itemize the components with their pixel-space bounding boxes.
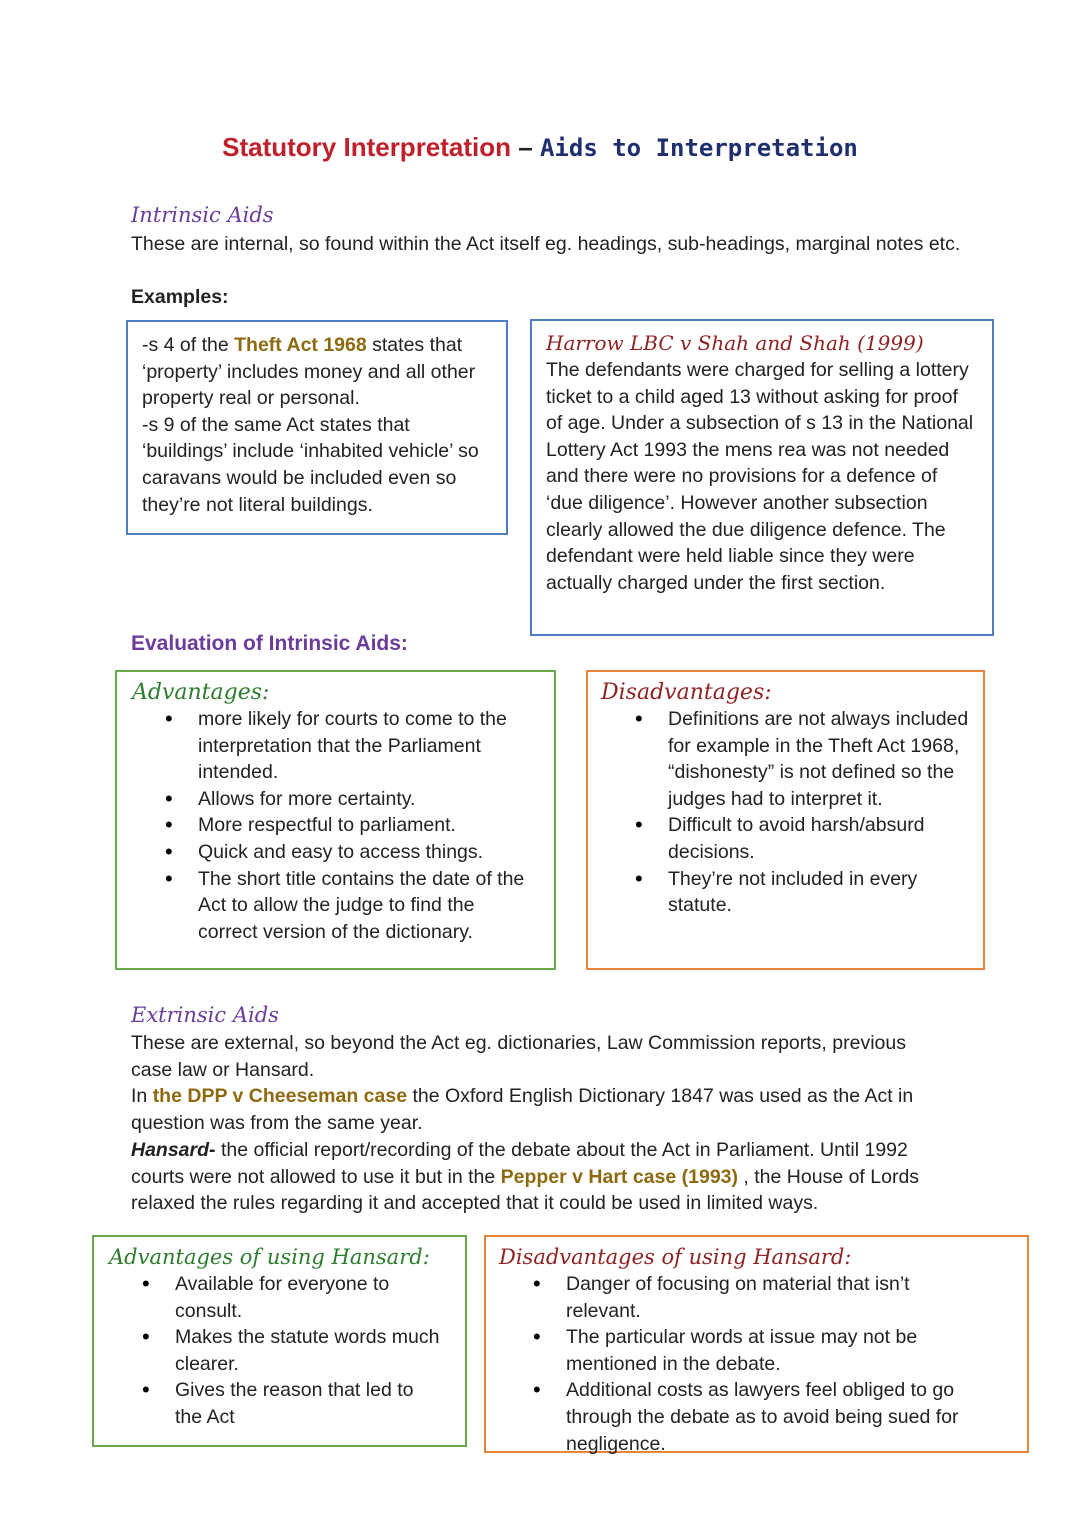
intrinsic-text: These are internal, so found within the Act itself eg. headings, sub-headings, marginal notes etc. — [131, 233, 961, 255]
intrinsic-disadvantages-box — [586, 670, 985, 970]
list-item: • more likely for courts to come to the interpretation that the Parliament intended. — [163, 706, 538, 786]
title-dash: – — [511, 132, 540, 162]
hansard-label: Hansard- — [131, 1139, 216, 1161]
list-item: • Allows for more certainty. — [163, 786, 538, 813]
list-item: • Definitions are not always included for example in the Theft Act 1968, “dishonesty” is not defined so the judges had to interpret it. — [633, 706, 973, 812]
list-item: • Difficult to avoid harsh/absurd decisions. — [633, 812, 973, 865]
extrinsic-text: These are external, so beyond the Act eg. dictionaries, Law Commission reports, previous case law or Hansard. — [131, 1032, 906, 1081]
list-item: • They’re not included in every statute. — [633, 866, 973, 919]
dpp-post: the Oxford English Dictionary 1847 was used as the Act in question was from the same year. — [131, 1085, 914, 1134]
intrinsic-advantages-list — [163, 706, 538, 945]
title-part1: Statutory Interpretation — [222, 132, 512, 162]
hansard-disadvantages-box — [484, 1235, 1029, 1453]
theft-s4-post: states that ‘property’ includes money and all other property real or personal. — [142, 334, 476, 410]
intrinsic-disadvantages-list — [633, 706, 973, 919]
dpp-cheeseman-text — [131, 1083, 931, 1136]
extrinsic-heading: Extrinsic Aids — [131, 1003, 279, 1027]
hansard-disadvantages-list — [531, 1271, 986, 1457]
intrinsic-heading: Intrinsic Aids — [131, 203, 274, 227]
hansard-advantages-box — [92, 1235, 467, 1447]
hansard-advantages-heading: Advantages of using Hansard: — [109, 1245, 430, 1269]
intrinsic-advantages-heading: Advantages: — [132, 680, 270, 705]
list-item: • Danger of focusing on material that isn’t relevant. — [531, 1271, 986, 1324]
list-item: • The particular words at issue may not be mentioned in the debate. — [531, 1324, 986, 1377]
intrinsic-advantages-box — [115, 670, 556, 970]
hansard-mid: the official report/recording of the debate about the Act in Parliament. Until 1992 courts were not allowed to use it but in the — [131, 1139, 908, 1188]
list-item: • Available for everyone to consult. — [140, 1271, 440, 1324]
hansard-post: , the House of Lords relaxed the rules regarding it and accepted that it could be used in limited ways. — [131, 1165, 920, 1215]
list-item: • Makes the statute words much clearer. — [140, 1324, 440, 1377]
title-part2: Aids to Interpretation — [539, 134, 858, 162]
list-item: • Gives the reason that led to the Act — [140, 1377, 440, 1430]
hansard-text — [131, 1137, 951, 1217]
pepper-hart-highlight: Pepper v Hart case (1993) — [500, 1165, 739, 1188]
theft-act-s9: -s 9 of the same Act states that ‘buildings’ include ‘inhabited vehicle’ so caravans would be included even so they’re not literal buildings. — [142, 413, 479, 516]
dpp-pre: In — [131, 1085, 153, 1107]
intrinsic-disadvantages-heading: Disadvantages: — [601, 680, 772, 705]
hansard-advantages-list — [140, 1271, 440, 1431]
hansard-disadvantages-heading: Disadvantages of using Hansard: — [499, 1245, 852, 1269]
dpp-highlight: the DPP v Cheeseman case — [152, 1085, 408, 1107]
harrow-case-box — [530, 319, 994, 636]
list-item: • Quick and easy to access things. — [163, 839, 538, 866]
list-item: • More respectful to parliament. — [163, 812, 538, 839]
theft-act-highlight: Theft Act 1968 — [234, 334, 367, 356]
page-title — [0, 132, 1080, 163]
theft-act-s4 — [142, 332, 494, 412]
harrow-case-heading: Harrow LBC v Shah and Shah (1999) — [546, 331, 924, 355]
theft-act-box — [126, 320, 508, 535]
examples-label: Examples: — [131, 286, 229, 308]
evaluation-heading: Evaluation of Intrinsic Aids: — [131, 632, 408, 655]
harrow-case-text: The defendants were charged for selling a lottery ticket to a child aged 13 without asking for proof of age. Under a subsection of s 13 in the National Lottery Act 1993 the mens rea was not needed and there were no provisions for a defence of ‘due diligence’. However another subsection clearly allowed the due diligence defence. The defendant were held liable since they were actually charged under the first section. — [546, 359, 974, 594]
list-item: • Additional costs as lawyers feel obliged to go through the debate as to avoid being sued for negligence. — [531, 1377, 986, 1457]
theft-s4-pre: -s 4 of the — [142, 334, 235, 356]
list-item: • The short title contains the date of the Act to allow the judge to find the correct version of the dictionary. — [163, 866, 538, 946]
